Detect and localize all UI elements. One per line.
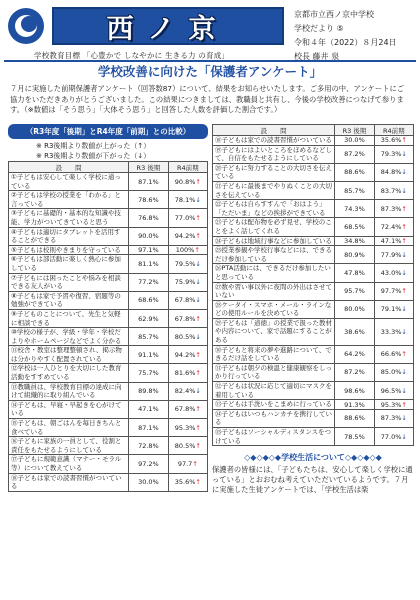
arrow-down-icon: ↓ [401, 414, 407, 423]
table-row [9, 400, 208, 418]
r3-value-cell: 89.8% [129, 382, 168, 400]
r4-value: 95.3% [174, 423, 196, 432]
survey-table-right [212, 124, 414, 446]
r4-value-cell [374, 400, 413, 410]
r3-value-cell: 34.8% [335, 236, 374, 246]
r4-value: 77.9% [380, 250, 402, 259]
question-cell: ⑱子どもは家での読書習慣がついている [213, 136, 335, 146]
r4-value: 79.1% [380, 305, 402, 314]
r4-value: 75.9% [174, 278, 196, 287]
r4-value: 77.0% [380, 432, 402, 441]
r4-value: 72.4% [380, 222, 402, 231]
arrow-up-icon: ↑ [401, 204, 407, 213]
r3-value-cell: 78.6% [129, 191, 168, 209]
table-row [9, 227, 208, 245]
newsletter-issue: 学校だより ⑤ [294, 24, 344, 33]
r3-value-cell: 68.6% [129, 291, 168, 309]
table-row [213, 136, 414, 146]
r4-value-cell [374, 345, 413, 363]
question-cell: ⑧子どもは家で予習や復習、宿題等の勉強ができている [9, 291, 129, 309]
arrow-up-icon: ↑ [195, 177, 201, 186]
r3-value-cell: 64.2% [335, 345, 374, 363]
arrow-down-icon: ↓ [401, 186, 407, 195]
r4-value-cell [168, 245, 207, 255]
r4-value: 81.6% [174, 369, 196, 378]
question-cell: ⑰子どもに規範意識（マナー・モラル等）について教えている [9, 455, 129, 473]
r3-value-cell: 74.3% [335, 200, 374, 218]
r3-value-cell: 72.8% [129, 437, 168, 455]
table-row [213, 246, 414, 264]
question-cell: ②子どもは学校の授業を「わかる」と言っている [9, 191, 129, 209]
table-row [9, 173, 208, 191]
issue-date: 令和４年（2022）８月24日 [294, 38, 397, 47]
r4-value-cell [168, 364, 207, 382]
r4-value: 94.2% [174, 232, 196, 241]
table-row [9, 382, 208, 400]
r4-value-cell [168, 309, 207, 327]
school-life-text: 保護者の皆様には、「子どもたちは、安心して楽しく学校に通っている」とおおむね考えていただいているようです。７月に実施した生徒アンケートでは、「学校生活は楽 [212, 465, 413, 495]
legend-up: ※ R3後期より数値が上がった（↑） [36, 142, 151, 150]
question-cell: ㉟子どもはソーシャルディスタンスをつけている [213, 428, 335, 446]
arrow-up-icon: ↑ [401, 236, 407, 245]
question-cell: ⑱子どもは家での読書習慣がついている [9, 473, 129, 491]
table-row [9, 473, 208, 491]
school-life-heading: ◇◆◇◆◇◆学校生活について◇◆◇◆◇◆ [244, 453, 382, 463]
r4-value: 95.3% [380, 400, 402, 409]
legend-down: ※ R3後期より数値が下がった（↓） [36, 152, 151, 160]
r3-value-cell: 68.5% [335, 218, 374, 236]
r3-value-cell: 88.6% [335, 409, 374, 427]
r4-value-cell [168, 227, 207, 245]
table-row [9, 255, 208, 273]
r4-value: 97.7 [177, 460, 193, 468]
r4-value: 90.8% [174, 177, 196, 186]
arrow-up-icon: ↑ [194, 246, 200, 255]
question-cell: ㉕授業参観や学校行事などには、できるだけ参加している [213, 246, 335, 264]
r3-value-cell: 75.7% [129, 364, 168, 382]
r3-value-cell: 95.7% [335, 282, 374, 300]
header-r4: R4前期 [374, 125, 413, 136]
r4-value: 79.5% [174, 259, 196, 268]
table-row [9, 455, 208, 473]
r3-value-cell: 88.6% [335, 163, 374, 181]
header-r3: R3 後期 [335, 125, 374, 136]
r4-value: 97.7% [380, 287, 402, 296]
r3-value-cell: 62.9% [129, 309, 168, 327]
table-row [213, 345, 414, 363]
table-row [9, 191, 208, 209]
question-cell: ㉑子どもに最後までやりぬくことの大切さを伝えている [213, 181, 335, 199]
principal-name: 校長 藤井 泉 [294, 52, 340, 61]
table-row [213, 400, 414, 410]
r4-value-cell [168, 455, 207, 473]
arrow-down-icon: ↓ [401, 386, 407, 395]
arrow-down-icon: ↓ [401, 150, 407, 159]
question-cell: ㉞子どもはいつもハンカチを携行している [213, 409, 335, 427]
question-cell: ④子どもは適切にタブレットを活用することができる [9, 227, 129, 245]
r3-value-cell: 87.2% [335, 145, 374, 163]
question-cell: ⑥子どもは部活動に楽しく熱心に参加している [9, 255, 129, 273]
header-r4: R4前期 [168, 162, 207, 173]
table-row [9, 309, 208, 327]
table-row [213, 300, 414, 318]
r3-value-cell: 97.2% [129, 455, 168, 473]
table-row [9, 245, 208, 255]
r3-value-cell: 38.6% [335, 318, 374, 345]
r4-value: 78.1% [174, 195, 196, 204]
header-question: 設 問 [213, 125, 335, 136]
r4-value: 35.6% [174, 478, 196, 487]
r3-value-cell: 97.1% [129, 245, 168, 255]
page-heading: 学校改善に向けた「保護者アンケート」 [97, 64, 323, 79]
r4-value-cell [168, 400, 207, 418]
question-cell: ㉚子どもと将来の夢や進路について、できるだけ話をしている [213, 345, 335, 363]
r4-value-cell [374, 363, 413, 381]
r4-value-cell [374, 382, 413, 400]
question-cell: ⑬教職員は、学校教育目標の達成に向けて組織的に取り組んでいる [9, 382, 129, 400]
question-cell: ㉙子どもは「道徳」の授業で扱った教材や内容について、家で話題にすることがある [213, 318, 335, 345]
arrow-up-icon: ↑ [195, 232, 201, 241]
left-panel [8, 124, 208, 492]
school-name: 京都市立西ノ京中学校 [294, 10, 374, 19]
table-row [213, 282, 414, 300]
arrow-down-icon: ↓ [195, 195, 201, 204]
newsletter-title: 西ノ京 [106, 13, 230, 45]
arrow-up-icon: ↑ [195, 405, 201, 414]
school-emblem-icon [6, 6, 46, 46]
table-row [9, 209, 208, 227]
r3-value-cell: 80.0% [335, 300, 374, 318]
question-cell: ③子どもに基礎的・基本的な知識や技能、学力がついてきていると思う [9, 209, 129, 227]
table-header-row [9, 162, 208, 173]
question-cell: ⑦子どもには困ったことや悩みを相談できる友人がいる [9, 273, 129, 291]
survey-table-left [8, 161, 208, 492]
arrow-up-icon: ↑ [401, 287, 407, 296]
arrow-down-icon: ↓ [401, 250, 407, 259]
r4-value-cell [374, 264, 413, 282]
school-motto: 学校教育目標 「心豊かで しなやかに 生きる力 の育成」 [34, 51, 230, 60]
r3-value-cell: 77.2% [129, 273, 168, 291]
r4-value: 35.6% [380, 136, 402, 145]
r4-value: 94.2% [174, 350, 196, 359]
table-row [213, 145, 414, 163]
arrow-down-icon: ↓ [401, 168, 407, 177]
table-row [213, 200, 414, 218]
header-r3: R3 後期 [129, 162, 168, 173]
r4-value: 87.3% [380, 414, 402, 423]
arrow-up-icon: ↑ [401, 136, 407, 145]
question-cell: ⑮子どもは、朝ごはんを毎日きちんと食べている [9, 419, 129, 437]
table-row [9, 419, 208, 437]
question-cell: ⑨子どものことについて、先生と気軽に相談できる [9, 309, 129, 327]
comparison-title: （R3年度「後期」とR4年度「前期」との比較） [8, 124, 208, 139]
masthead [4, 4, 416, 64]
r3-value-cell: 87.1% [129, 419, 168, 437]
question-cell: ㉔子どもは地域行事などに参加している [213, 236, 335, 246]
arrow-up-icon: ↑ [401, 350, 407, 359]
table-header-row [213, 125, 414, 136]
table-row [213, 428, 414, 446]
arrow-up-icon: ↑ [195, 213, 201, 222]
r4-value-cell [168, 437, 207, 455]
r3-value-cell: 91.3% [335, 400, 374, 410]
question-cell: ㉛子どもは朝夕の検温と健康観察をしっかり行っている [213, 363, 335, 381]
r3-value-cell: 98.6% [335, 382, 374, 400]
r4-value: 96.5% [380, 386, 402, 395]
arrow-down-icon: ↓ [195, 332, 201, 341]
survey-table-left-body [9, 173, 208, 492]
question-cell: ⑪校舎・教室は整理整頓され、掲示物は分かりやすく配置されている [9, 346, 129, 364]
question-cell: ㉜子どもは状況に応じて適切にマスクを着用している [213, 382, 335, 400]
legend [36, 141, 208, 161]
table-row [9, 364, 208, 382]
table-row [213, 409, 414, 427]
r4-value: 80.5% [174, 441, 196, 450]
r4-value-cell [374, 218, 413, 236]
arrow-down-icon: ↓ [401, 368, 407, 377]
r4-value-cell [168, 473, 207, 491]
r3-value-cell: 90.0% [129, 227, 168, 245]
arrow-up-icon: ↑ [195, 314, 201, 323]
r3-value-cell: 76.8% [129, 209, 168, 227]
table-row [9, 437, 208, 455]
r3-value-cell: 87.2% [335, 363, 374, 381]
arrow-up-icon: ↑ [195, 423, 201, 432]
arrow-up-icon: ↑ [195, 350, 201, 359]
question-cell: ㉘ケータイ・スマホ・メール・ラインなどの使用ルールを決めている [213, 300, 335, 318]
question-cell: ⑤子どもは校則やきまりを守っている [9, 245, 129, 255]
arrow-down-icon: ↓ [195, 259, 201, 268]
table-row [213, 236, 414, 246]
r4-value: 87.3% [380, 204, 402, 213]
question-cell: ⑳子どもに努力することの大切さを伝えている [213, 163, 335, 181]
r3-value-cell: 85.7% [335, 181, 374, 199]
question-cell: ⑯子どもに家族の一員として、役割と責任をもたせるようにしている [9, 437, 129, 455]
question-cell: ㉖PTA活動には、できるだけ参加したいと思っている [213, 264, 335, 282]
r4-value-cell [168, 419, 207, 437]
r4-value-cell [168, 382, 207, 400]
r4-value-cell [374, 246, 413, 264]
question-cell: ①子どもは安心して楽しく学校に通っている [9, 173, 129, 191]
r4-value-cell [168, 173, 207, 191]
r4-value: 79.3% [380, 150, 402, 159]
r4-value-cell [374, 282, 413, 300]
table-row [9, 328, 208, 346]
r4-value-cell [374, 300, 413, 318]
table-row [213, 264, 414, 282]
intro-text: ７月に実施した前期保護者アンケート（回答数87）について、結果をお知らせいたします。ご多用の中、アンケートにご協力をいただきありがとうございました。この結果につきましては、教職員と共有し、今後の学校改善につなげて参ります。（※数値は「そう思う」「大体そう思う」と回答した人数を評価した割合です。） [10, 84, 405, 114]
r3-value-cell: 78.5% [335, 428, 374, 446]
arrow-up-icon: ↑ [195, 441, 201, 450]
r4-value-cell [168, 328, 207, 346]
arrow-down-icon: ↓ [195, 278, 201, 287]
table-row [9, 346, 208, 364]
header-question: 設 問 [9, 162, 129, 173]
question-cell: ⑭子どもは、早寝・早起きを心がけている [9, 400, 129, 418]
r4-value-cell [374, 200, 413, 218]
r4-value-cell [374, 409, 413, 427]
arrow-down-icon: ↓ [401, 268, 407, 277]
r4-value-cell [168, 191, 207, 209]
table-row [213, 318, 414, 345]
r4-value-cell [374, 163, 413, 181]
question-cell: ㉗数や習い事以外に夜間の外出はさせていない [213, 282, 335, 300]
arrow-up-icon: ↑ [401, 222, 407, 231]
arrow-down-icon: ↓ [401, 327, 407, 336]
arrow-down-icon: ↓ [401, 305, 407, 314]
logo-row [4, 4, 294, 48]
question-cell: ⑲子どもにはよいところをほめるなどして、自信をもたせるようにしている [213, 145, 335, 163]
r3-value-cell: 81.1% [129, 255, 168, 273]
table-row [213, 181, 414, 199]
r4-value-cell [374, 181, 413, 199]
r4-value: 85.0% [380, 368, 402, 377]
question-cell: ㉒子どもは自らすすんで「おはよう」「ただいま」などの挨拶ができている [213, 200, 335, 218]
r3-value-cell: 47.8% [335, 264, 374, 282]
arrow-up-icon: ↑ [192, 460, 198, 468]
r4-value-cell [168, 255, 207, 273]
r4-value: 67.8% [174, 314, 196, 323]
r4-value-cell [168, 291, 207, 309]
r4-value: 82.4% [174, 387, 196, 396]
r4-value: 66.6% [380, 350, 402, 359]
survey-table-right-body [213, 136, 414, 446]
arrow-down-icon: ↓ [195, 387, 201, 396]
r4-value: 43.0% [380, 268, 402, 277]
r4-value-cell [374, 145, 413, 163]
question-cell: ㉓子どもは配布物を必ず見せ、学校のことをよく話してくれる [213, 218, 335, 236]
table-row [213, 363, 414, 381]
table-row [213, 218, 414, 236]
r4-value-cell [168, 273, 207, 291]
r4-value: 67.8% [174, 296, 196, 305]
r3-value-cell: 47.1% [129, 400, 168, 418]
r4-value: 67.8% [174, 405, 196, 414]
question-cell: ⑫学校は一人ひとりを大切にした教育活動をすすめている [9, 364, 129, 382]
arrow-up-icon: ↑ [401, 400, 407, 409]
arrow-down-icon: ↓ [195, 296, 201, 305]
arrow-down-icon: ↓ [401, 432, 407, 441]
question-cell: ⑩学校の様子が、学級・学年・学校だよりやホームページなどでよく分かる [9, 328, 129, 346]
r3-value-cell: 87.1% [129, 173, 168, 191]
r3-value-cell: 85.7% [129, 328, 168, 346]
r4-value-cell [168, 346, 207, 364]
table-row [9, 291, 208, 309]
r3-value-cell: 80.9% [335, 246, 374, 264]
r4-value: 84.8% [380, 168, 402, 177]
r3-value-cell: 30.0% [129, 473, 168, 491]
school-info [294, 8, 412, 64]
r4-value: 80.5% [174, 332, 196, 341]
r4-value-cell [168, 209, 207, 227]
r4-value: 33.3% [380, 327, 402, 336]
r3-value-cell: 30.0% [335, 136, 374, 146]
table-row [213, 163, 414, 181]
right-panel [212, 124, 414, 495]
arrow-up-icon: ↑ [195, 478, 201, 487]
r4-value: 83.7% [380, 186, 402, 195]
table-row [213, 382, 414, 400]
r4-value: 47.1% [380, 236, 402, 245]
question-cell: ㉝子どもは手洗いをこまめに行っている [213, 400, 335, 410]
r4-value: 77.0% [174, 213, 196, 222]
r4-value: 100% [175, 246, 195, 255]
table-row [9, 273, 208, 291]
arrow-up-icon: ↑ [195, 369, 201, 378]
newsletter-title-box [52, 7, 284, 45]
r3-value-cell: 91.1% [129, 346, 168, 364]
r4-value-cell [374, 318, 413, 345]
r4-value-cell [374, 136, 413, 146]
r4-value-cell [374, 428, 413, 446]
r4-value-cell [374, 236, 413, 246]
